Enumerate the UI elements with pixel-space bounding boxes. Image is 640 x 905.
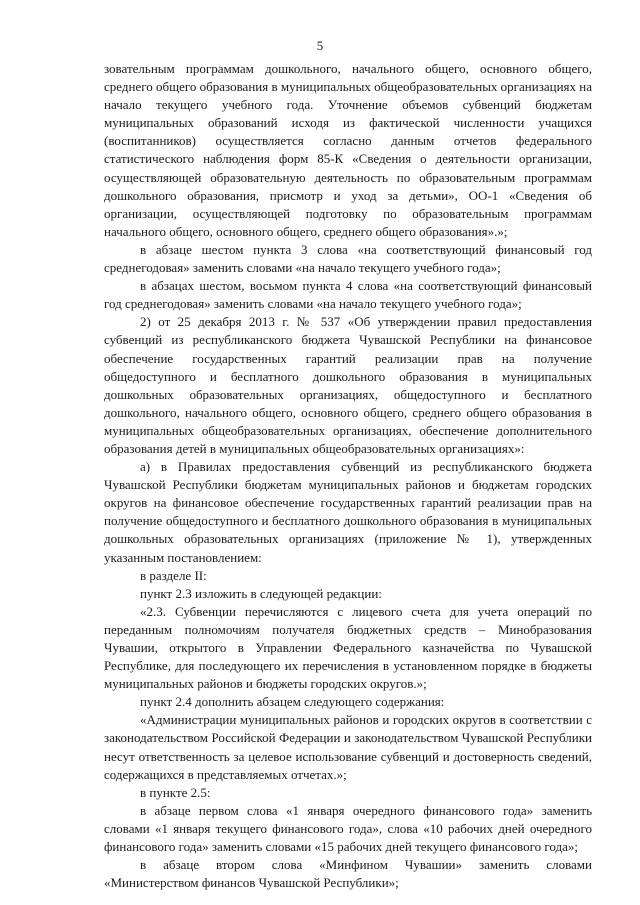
paragraph-point-2-5-heading: в пункте 2.5: bbox=[140, 784, 211, 800]
paragraph-point-2-3-text: «2.3. Субвенции перечисляются с лицевого счета для учета операций по переданным полномочиям получателя бюджетных средств – Минобразования Чувашии, открытого в Управлении Федерального казначейства по Чувашской Республике, для последующего их перечисления в установленном порядке в бюджеты муниципальных районов и бюджеты городских округов.»; bbox=[104, 603, 592, 692]
paragraph-point-2-4-text: «Администрации муниципальных районов и городских округов в соответствии с законодательством Российской Федерации и законодательством Чувашской Республики несут ответственность за целевое использование субвенций и достоверность сведений, содержащихся в представляемых отчетах.»; bbox=[104, 712, 592, 782]
paragraph-continuation: зовательным программам дошкольного, начального общего, основного общего, среднего общего образования в муниципальных общеобразовательных организациях на начало текущего учебного года. Уточнение объемов субвенций бюджетам муниципальных образований исходя из фактической численности учащихся (воспитанников) осуществляется согласно данным отчетов федерального статистического наблюдения форм 85-К «Сведения о деятельности организации, осуществляющей образовательную деятельность по образовательным программам дошкольного образования, присмотр и уход за детьми», ОО-1 «Сведения об организации, осуществляющей подготовку по образовательным программам начального общего, основного общего, среднего общего образования».»; bbox=[104, 61, 592, 239]
paragraph-item-3-amendment: в абзаце шестом пункта 3 слова «на соответствующий финансовый год среднегодовая» заменить словами «на начало текущего учебного года»; bbox=[104, 241, 592, 276]
paragraph-resolution-537: 2) от 25 декабря 2013 г. № 537 «Об утверждении правил предоставления субвенций из республиканского бюджета Чувашской Республики на финансовое обеспечение государственных гарантий реализации прав на получение общедоступного и бесплатного дошкольного образования в муниципальных дошкольных образовательных организациях, общедоступного и бесплатного дошкольного, начального общего, основного общего, среднего общего образования в муниципальных общеобразовательных организациях, обеспечение дополнительного образования детей в муниципальных общеобразовательных организациях»: bbox=[104, 314, 592, 456]
paragraph-point-2-5-first: в абзаце первом слова «1 января очередного финансового года» заменить словами «1 января текущего финансового года», слова «10 рабочих дней очередного финансового года» заменить словами «15 рабочих дней текущего финансового года»; bbox=[104, 802, 592, 855]
page-number: 5 bbox=[316, 38, 324, 53]
paragraph-item-4-amendment: в абзацах шестом, восьмом пункта 4 слова «на соответствующий финансовый год среднегодовая» заменить словами «на начало текущего учебного года»; bbox=[104, 278, 592, 312]
paragraph-point-2-3-heading: пункт 2.3 изложить в следующей редакции: bbox=[140, 585, 382, 601]
paragraph-point-2-4-heading: пункт 2.4 дополнить абзацем следующего содержания: bbox=[140, 694, 445, 710]
paragraph-section-2: в разделе II: bbox=[140, 567, 207, 583]
document-body bbox=[104, 60, 592, 892]
paragraph-rules-annex-1: а) в Правилах предоставления субвенций из республиканского бюджета Чувашской Республики бюджетам муниципальных районов и бюджетам городских округов на финансовое обеспечение государственных гарантий реализации прав на получение общедоступного и бесплатного дошкольного образования в муниципальных дошкольных образовательных организациях (приложение № 1), утвержденных указанным постановлением: bbox=[104, 459, 592, 565]
paragraph-point-2-5-second: в абзаце втором слова «Минфином Чувашии» заменить словами «Министерством финансов Чувашской Республики»; bbox=[104, 857, 592, 891]
